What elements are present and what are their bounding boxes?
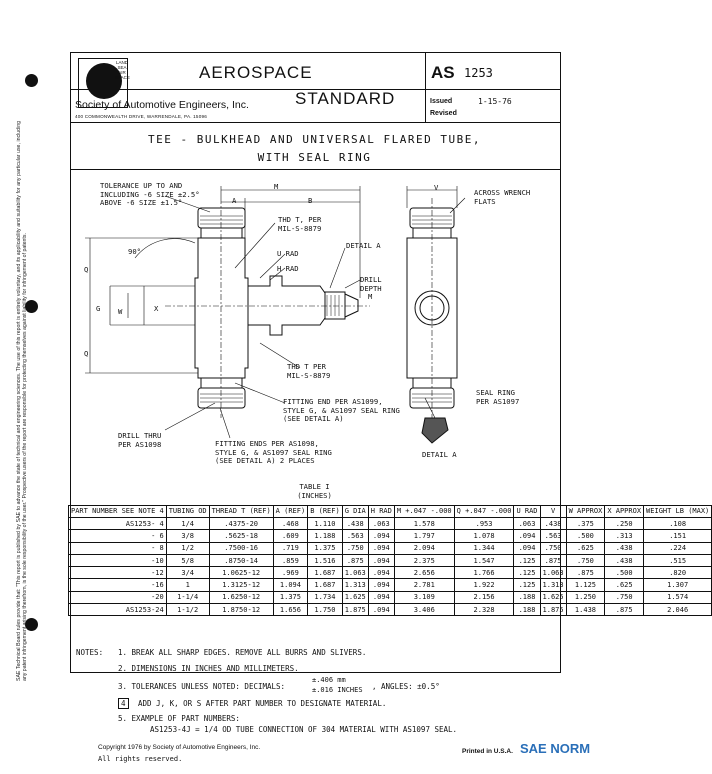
dim-b: B bbox=[308, 196, 313, 205]
table-cell: 2.781 bbox=[394, 579, 454, 591]
copyright: Copyright 1976 by Society of Automotive Engineers, Inc. bbox=[98, 744, 261, 751]
table-cell: .969 bbox=[273, 567, 308, 579]
note-5-example: AS1253-4J = 1/4 OD TUBE CONNECTION OF 304 MATERIAL WITH AS1097 SEAL. bbox=[150, 725, 458, 734]
table-cell: .500 bbox=[605, 567, 644, 579]
table-cell: .125 bbox=[514, 579, 540, 591]
table-header-cell: M +.047 -.000 bbox=[394, 506, 454, 518]
table-cell: 1.307 bbox=[644, 579, 712, 591]
table-cell: .151 bbox=[644, 530, 712, 542]
dim-v: V bbox=[434, 183, 439, 192]
table-cell: 1.734 bbox=[308, 591, 343, 603]
across-wrench-flats: ACROSS WRENCH FLATS bbox=[474, 188, 531, 206]
table-cell: .313 bbox=[605, 530, 644, 542]
table-cell: .4375-20 bbox=[209, 518, 273, 530]
fitting-ends-note: FITTING ENDS PER AS1098, STYLE G, & AS1097 SEAL RING (SEE DETAIL A) 2 PLACES bbox=[215, 439, 332, 465]
table-cell: .094 bbox=[368, 554, 394, 566]
table-row bbox=[69, 518, 712, 530]
table-cell: .875 bbox=[342, 554, 368, 566]
table-cell: 1.313 bbox=[342, 579, 368, 591]
table-cell: 1.687 bbox=[308, 579, 343, 591]
table-cell: 2.375 bbox=[394, 554, 454, 566]
table-cell: 1.875 bbox=[540, 604, 566, 616]
table-cell: 1.797 bbox=[394, 530, 454, 542]
table-cell: .750 bbox=[540, 542, 566, 554]
table-header-cell: G DIA bbox=[342, 506, 368, 518]
table-cell: AS1253-24 bbox=[69, 604, 167, 616]
issued-value: 1-15-76 bbox=[478, 97, 512, 106]
table-cell: .438 bbox=[342, 518, 368, 530]
table-cell: 3/4 bbox=[166, 567, 209, 579]
table-cell: 1.110 bbox=[308, 518, 343, 530]
table-cell: 1.750 bbox=[308, 604, 343, 616]
table-cell: .188 bbox=[514, 591, 540, 603]
table-row bbox=[69, 567, 712, 579]
table-cell: 1.922 bbox=[454, 579, 514, 591]
table-cell: .750 bbox=[342, 542, 368, 554]
revised-label: Revised bbox=[430, 110, 457, 117]
notes-label: NOTES: bbox=[76, 648, 104, 657]
note-4: ADD J, K, OR S AFTER PART NUMBER TO DESIGNATE MATERIAL. bbox=[138, 699, 387, 708]
tolerance-note: TOLERANCE UP TO AND INCLUDING -6 SIZE ±2.5° ABOVE -6 SIZE ±1.5° bbox=[100, 181, 200, 207]
table-cell: .5625-18 bbox=[209, 530, 273, 542]
table-header-cell: THREAD T (REF) bbox=[209, 506, 273, 518]
table-cell: 1.656 bbox=[273, 604, 308, 616]
table-cell: .563 bbox=[540, 530, 566, 542]
table-cell: .094 bbox=[368, 604, 394, 616]
table-cell: 5/8 bbox=[166, 554, 209, 566]
table-cell: .875 bbox=[605, 604, 644, 616]
table-cell: 1.063 bbox=[540, 567, 566, 579]
table-cell: 1.0625-12 bbox=[209, 567, 273, 579]
table-cell: - 8 bbox=[69, 542, 167, 554]
table-cell: 2.156 bbox=[454, 591, 514, 603]
thd-t-bottom: THD T PER MIL-S-8879 bbox=[287, 362, 331, 380]
table-cell: 3.406 bbox=[394, 604, 454, 616]
seal-ring-note: SEAL RING PER AS1097 bbox=[476, 388, 520, 406]
fitting-end-note: FITTING END PER AS1099, STYLE G, & AS1097 SEAL RING (SEE DETAIL A) bbox=[283, 397, 400, 423]
table-cell: .953 bbox=[454, 518, 514, 530]
table-cell: - 6 bbox=[69, 530, 167, 542]
table-cell: 1.375 bbox=[308, 542, 343, 554]
table-cell: 2.046 bbox=[644, 604, 712, 616]
doc-title-line2: WITH SEAL RING bbox=[257, 151, 372, 164]
table-title: TABLE I (INCHES) bbox=[297, 482, 332, 500]
table-cell: .515 bbox=[644, 554, 712, 566]
note-4-flag: 4 bbox=[118, 698, 129, 709]
table-cell: 1.625 bbox=[342, 591, 368, 603]
table-cell: 1.250 bbox=[566, 591, 605, 603]
table-cell: 1.625 bbox=[540, 591, 566, 603]
table-cell: .094 bbox=[368, 567, 394, 579]
table-cell: .750 bbox=[566, 554, 605, 566]
dim-q-bottom: Q bbox=[84, 349, 89, 358]
dim-a: A bbox=[232, 196, 237, 205]
u-rad: U RAD bbox=[277, 249, 299, 258]
table-cell: .500 bbox=[566, 530, 605, 542]
table-cell: .125 bbox=[514, 567, 540, 579]
table-row bbox=[69, 591, 712, 603]
table-cell: 1.078 bbox=[454, 530, 514, 542]
table-cell: .438 bbox=[605, 542, 644, 554]
table-cell: .609 bbox=[273, 530, 308, 542]
side-disclaimer: SAE Technical Board rules provide that: "This report is published by SAE to advance the state of technical and engineering sciences. The use of this report is entirely voluntary, and its applicability and suitability for any particular use, including any patent infringement arising therefrom, is the sole responsibility of the user." Prospective users of the report are responsible for protecting themselves against liability for infringement of patents. bbox=[16, 121, 28, 681]
rights: All rights reserved. bbox=[98, 755, 183, 763]
table-cell: 1 bbox=[166, 579, 209, 591]
table-cell: 1.766 bbox=[454, 567, 514, 579]
table-cell: 1.875 bbox=[342, 604, 368, 616]
table-cell: .719 bbox=[273, 542, 308, 554]
table-header-cell: WEIGHT LB (MAX) bbox=[644, 506, 712, 518]
table-cell: -10 bbox=[69, 554, 167, 566]
table-cell: 1.094 bbox=[273, 579, 308, 591]
table-cell: .875 bbox=[540, 554, 566, 566]
aerospace-title: AEROSPACE bbox=[199, 63, 313, 82]
table-cell: .750 bbox=[605, 591, 644, 603]
table-cell: .625 bbox=[605, 579, 644, 591]
table-cell: 2.094 bbox=[394, 542, 454, 554]
note-5: 5. EXAMPLE OF PART NUMBERS: bbox=[118, 714, 240, 723]
table-header-cell: V bbox=[540, 506, 566, 518]
table-header-row bbox=[69, 506, 712, 518]
table-cell: 2.656 bbox=[394, 567, 454, 579]
table-cell: .125 bbox=[514, 554, 540, 566]
dimensions-table bbox=[68, 505, 712, 616]
note-3-mm: ±.406 mm bbox=[312, 676, 346, 684]
note-1: 1. BREAK ALL SHARP EDGES. REMOVE ALL BURRS AND SLIVERS. bbox=[118, 648, 367, 657]
table-cell: 1-1/4 bbox=[166, 591, 209, 603]
table-header-cell: X APPROX bbox=[605, 506, 644, 518]
table-cell: 1.125 bbox=[566, 579, 605, 591]
table-cell: .625 bbox=[566, 542, 605, 554]
org-address: 400 COMMONWEALTH DRIVE, WARRENDALE, PA. 15096 bbox=[75, 114, 207, 119]
table-header-cell: U RAD bbox=[514, 506, 540, 518]
issued-label: Issued bbox=[430, 98, 453, 105]
table-cell: .875 bbox=[566, 567, 605, 579]
table-cell: 1.375 bbox=[273, 591, 308, 603]
table-cell: 1.516 bbox=[308, 554, 343, 566]
table-cell: -20 bbox=[69, 591, 167, 603]
note-3-angles: , ANGLES: ±0.5° bbox=[372, 682, 440, 691]
table-cell: 3/8 bbox=[166, 530, 209, 542]
table-cell: 1.578 bbox=[394, 518, 454, 530]
table-cell: -16 bbox=[69, 579, 167, 591]
standard-title: STANDARD bbox=[295, 89, 396, 108]
table-cell: 1.3125-12 bbox=[209, 579, 273, 591]
table-cell: .563 bbox=[342, 530, 368, 542]
table-cell: .7500-16 bbox=[209, 542, 273, 554]
table-cell: .094 bbox=[368, 579, 394, 591]
table-cell: .063 bbox=[368, 518, 394, 530]
table-cell: .820 bbox=[644, 567, 712, 579]
table-cell: .094 bbox=[514, 542, 540, 554]
note-3: 3. TOLERANCES UNLESS NOTED: DECIMALS: bbox=[118, 682, 286, 691]
dim-g: G bbox=[96, 304, 101, 313]
table-cell: .108 bbox=[644, 518, 712, 530]
table-cell: 1.344 bbox=[454, 542, 514, 554]
table-header-cell: W APPROX bbox=[566, 506, 605, 518]
table-row bbox=[69, 530, 712, 542]
table-cell: 1/4 bbox=[166, 518, 209, 530]
table-cell: .094 bbox=[514, 530, 540, 542]
table-row bbox=[69, 542, 712, 554]
binder-hole bbox=[25, 74, 38, 87]
note-3-in: ±.016 INCHES bbox=[312, 686, 363, 694]
doc-title-line1: TEE - BULKHEAD AND UNIVERSAL FLARED TUBE, bbox=[147, 133, 482, 146]
table-cell: .438 bbox=[605, 554, 644, 566]
table-cell: .094 bbox=[368, 530, 394, 542]
table-cell: 1.687 bbox=[308, 567, 343, 579]
table-header-cell: A (REF) bbox=[273, 506, 308, 518]
table-cell: 1.063 bbox=[342, 567, 368, 579]
drill-depth: DRILL DEPTH M bbox=[360, 275, 382, 301]
table-header-cell: TUBING OD bbox=[166, 506, 209, 518]
thd-t-top: THD T, PER MIL-S-8879 bbox=[278, 215, 322, 233]
dim-q-top: Q bbox=[84, 265, 89, 274]
table-cell: 1.574 bbox=[644, 591, 712, 603]
table-row bbox=[69, 579, 712, 591]
dim-m: M bbox=[274, 182, 279, 191]
as-number: 1253 bbox=[464, 66, 493, 80]
h-rad: H RAD bbox=[277, 264, 299, 273]
logo-text: LAND SEA AIR SPACE bbox=[115, 60, 130, 80]
table-cell: .375 bbox=[566, 518, 605, 530]
table-row bbox=[69, 604, 712, 616]
detail-a-label: DETAIL A bbox=[422, 450, 457, 459]
table-cell: .8750-14 bbox=[209, 554, 273, 566]
table-row bbox=[69, 554, 712, 566]
table-cell: 3.109 bbox=[394, 591, 454, 603]
drill-thru-note: DRILL THRU PER AS1098 bbox=[118, 431, 162, 449]
note-2: 2. DIMENSIONS IN INCHES AND MILLIMETERS. bbox=[118, 664, 299, 673]
table-cell: .094 bbox=[368, 542, 394, 554]
detail-a-ref: DETAIL A bbox=[346, 241, 381, 250]
table-cell: .468 bbox=[273, 518, 308, 530]
table-cell: .250 bbox=[605, 518, 644, 530]
as-label: AS bbox=[431, 63, 455, 82]
angle-label: 90° bbox=[128, 247, 141, 256]
table-header-cell: PART NUMBER SEE NOTE 4 bbox=[69, 506, 167, 518]
table-cell: 1-1/2 bbox=[166, 604, 209, 616]
table-cell: 1/2 bbox=[166, 542, 209, 554]
table-cell: 1.8750-12 bbox=[209, 604, 273, 616]
table-cell: 2.328 bbox=[454, 604, 514, 616]
table-cell: .094 bbox=[368, 591, 394, 603]
table-cell: 1.438 bbox=[566, 604, 605, 616]
table-cell: .063 bbox=[514, 518, 540, 530]
header bbox=[70, 52, 561, 123]
table-cell: .438 bbox=[540, 518, 566, 530]
watermark: SAE NORM bbox=[520, 741, 591, 756]
table-header-cell: Q +.047 -.000 bbox=[454, 506, 514, 518]
table-cell: .224 bbox=[644, 542, 712, 554]
dim-w: W bbox=[118, 307, 123, 316]
table-cell: AS1253- 4 bbox=[69, 518, 167, 530]
table-cell: 1.547 bbox=[454, 554, 514, 566]
table-cell: .188 bbox=[514, 604, 540, 616]
table-header-cell: B (REF) bbox=[308, 506, 343, 518]
dim-x: X bbox=[154, 304, 159, 313]
printed-in: Printed in U.S.A. bbox=[462, 748, 513, 755]
table-cell: -12 bbox=[69, 567, 167, 579]
table-cell: 1.313 bbox=[540, 579, 566, 591]
table-cell: 1.6250-12 bbox=[209, 591, 273, 603]
table-header-cell: H RAD bbox=[368, 506, 394, 518]
table-cell: 1.188 bbox=[308, 530, 343, 542]
table-cell: .859 bbox=[273, 554, 308, 566]
org-name: Society of Automotive Engineers, Inc. bbox=[75, 99, 249, 111]
